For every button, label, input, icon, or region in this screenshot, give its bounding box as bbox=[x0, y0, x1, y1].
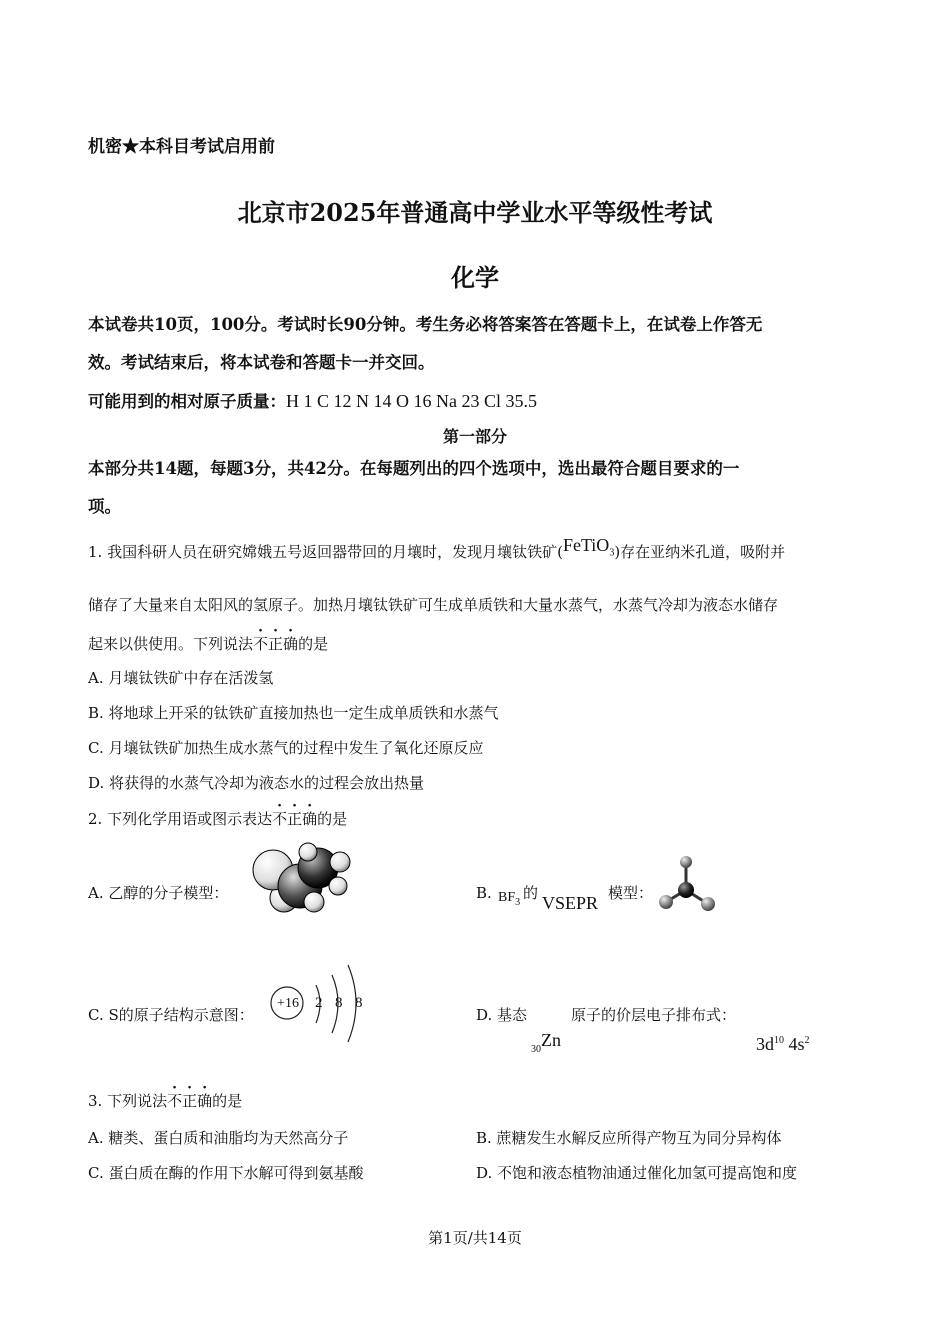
instructions-line-2: 效。考试结束后，将本试卷和答题卡一并交回。 bbox=[88, 353, 435, 372]
config-4s-sup: 2 bbox=[804, 1035, 810, 1046]
part-one-desc-line-2: 项。 bbox=[88, 497, 121, 516]
q1-option-b: B. 将地球上开采的钛铁矿直接加热也一定生成单质铁和水蒸气 bbox=[88, 704, 499, 722]
question-2-stem bbox=[88, 809, 347, 829]
q1-formula bbox=[562, 535, 615, 559]
atomic-mass-line bbox=[88, 382, 868, 421]
q1-formula-sub: 3 bbox=[609, 547, 615, 559]
exam-title: 北京市2025年普通高中学业水平等级性考试 bbox=[237, 198, 713, 227]
q3-option-b: B. 蔗糖发生水解反应所得产物互为同分异构体 bbox=[476, 1129, 782, 1147]
q2-option-d: D. 基态 bbox=[476, 1006, 528, 1024]
part-one-desc-line-1: 本部分共14题，每题3分，共42分。在每题列出的四个选项中，选出最符合题目要求的一 bbox=[88, 459, 740, 478]
q1-line3-post: 的是 bbox=[298, 635, 329, 653]
zinc-atomic-number: 30 bbox=[531, 1044, 541, 1055]
emphasis-char: 确 bbox=[302, 810, 318, 828]
bf3-sub: 3 bbox=[515, 896, 521, 908]
emphasis-char: 正 bbox=[287, 810, 303, 828]
instructions-line-1: 本试卷共10页，100分。考试时长90分钟。考生务必将答案答在答题卡上，在试卷上作答无 bbox=[88, 315, 763, 334]
page-footer: 第1页/共14页 bbox=[428, 1229, 522, 1247]
config-3d: 3d bbox=[756, 1034, 774, 1054]
q1-formula-base: FeTiO bbox=[562, 535, 610, 555]
q1-line3-pre: 起来以供使用。下列说法 bbox=[88, 635, 254, 653]
q2-stem-post: 的是 bbox=[317, 810, 348, 828]
q2-option-a: A. 乙醇的分子模型： bbox=[88, 884, 229, 902]
q1-option-a: A. 月壤钛铁矿中存在活泼氢 bbox=[88, 669, 274, 687]
sulfur-shell-2: 8 bbox=[335, 995, 343, 1011]
emphasis-char: 不 bbox=[253, 635, 269, 653]
q3-option-d: D. 不饱和液态植物油通过催化加氢可提高饱和度 bbox=[476, 1164, 798, 1182]
q2-optb-vsepr: VSEPR bbox=[542, 893, 599, 913]
emphasis-char: 不 bbox=[167, 1092, 183, 1110]
confidential-label: 机密★本科目考试启用前 bbox=[88, 137, 275, 157]
q1-text: 1. 我国科研人员在研究嫦娥五号返回器带回的月壤时，发现月壤钛铁矿( bbox=[88, 543, 563, 561]
q3-option-a: A. 糖类、蛋白质和油脂均为天然高分子 bbox=[88, 1129, 349, 1147]
q3-stem-post: 的是 bbox=[212, 1092, 243, 1110]
sulfur-shell-3: 8 bbox=[355, 995, 363, 1011]
atomic-mass-label: 可能用到的相对原子质量： bbox=[88, 392, 286, 411]
q2-option-b bbox=[476, 883, 492, 903]
part-one-description bbox=[88, 450, 868, 526]
q1-text-post: )存在亚纳米孔道，吸附并 bbox=[614, 543, 786, 561]
question-1-line-1 bbox=[88, 535, 868, 570]
subject-title: 化学 bbox=[451, 263, 499, 292]
sulfur-nucleus-charge: +16 bbox=[277, 996, 299, 1011]
bf3-vsepr-model-icon bbox=[652, 852, 722, 916]
q3-option-c: C. 蛋白质在酶的作用下水解可得到氨基酸 bbox=[88, 1164, 364, 1182]
emphasis-char: 正 bbox=[182, 1092, 198, 1110]
ethanol-space-filling-model-icon bbox=[238, 838, 358, 918]
bf3-base: BF bbox=[498, 890, 516, 905]
q2-optb-de: 的 bbox=[523, 884, 539, 902]
q2-option-c: C. S的原子结构示意图： bbox=[88, 1006, 254, 1024]
instructions bbox=[88, 306, 868, 421]
question-1-line-3 bbox=[88, 634, 868, 654]
question-3-stem bbox=[88, 1091, 242, 1111]
q2-optb-label: B. bbox=[476, 884, 492, 902]
q2-stem-pre: 2. 下列化学用语或图示表达 bbox=[88, 810, 273, 828]
zinc-electron-configuration bbox=[756, 1034, 810, 1055]
atomic-mass-values: H 1 C 12 N 14 O 16 Na 23 Cl 35.5 bbox=[286, 391, 537, 411]
zinc-element: Zn bbox=[541, 1030, 561, 1050]
q2-optb-model-label: 模型： bbox=[608, 884, 654, 902]
q1-option-d: D. 将获得的水蒸气冷却为液态水的过程会放出热量 bbox=[88, 774, 425, 792]
question-1-line-2: 储存了大量来自太阳风的氢原子。加热月壤钛铁矿可生成单质铁和大量水蒸气，水蒸气冷却为液态水储存 bbox=[88, 596, 779, 614]
emphasis-char: 不 bbox=[272, 810, 288, 828]
q2-optb-formula bbox=[498, 890, 520, 908]
config-4s: 4s bbox=[788, 1034, 805, 1054]
q1-option-c: C. 月壤钛铁矿加热生成水蒸气的过程中发生了氧化还原反应 bbox=[88, 739, 484, 757]
emphasis-char: 正 bbox=[268, 635, 284, 653]
sulfur-shell-1: 2 bbox=[315, 995, 323, 1011]
emphasis-char: 确 bbox=[283, 635, 299, 653]
zinc-symbol bbox=[531, 1030, 561, 1055]
q2-optd-text: 原子的价层电子排布式： bbox=[571, 1006, 737, 1024]
part-one-heading: 第一部分 bbox=[442, 427, 507, 446]
emphasis-char: 确 bbox=[197, 1092, 213, 1110]
config-3d-sup: 10 bbox=[774, 1035, 784, 1046]
q3-stem-pre: 3. 下列说法 bbox=[88, 1092, 168, 1110]
